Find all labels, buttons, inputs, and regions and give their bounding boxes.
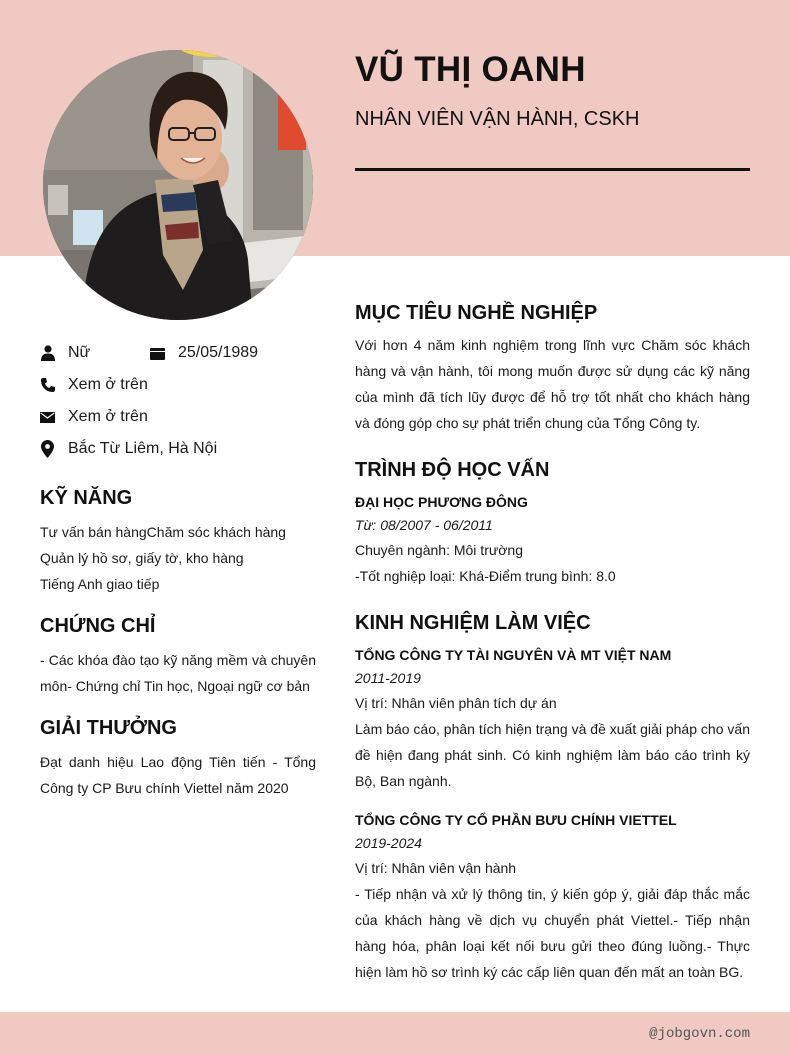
skills-list xyxy=(40,519,316,597)
contact-phone xyxy=(40,374,148,396)
job-period: 2019-2024 xyxy=(355,835,422,851)
contact-email xyxy=(40,406,148,428)
person-icon xyxy=(40,344,55,362)
job-company: TỔNG CÔNG TY TÀI NGUYÊN VÀ MT VIỆT NAM xyxy=(355,647,672,663)
job-period: 2011-2019 xyxy=(355,670,421,686)
envelope-icon xyxy=(40,408,55,426)
skill-item: Tư vấn bán hàngChăm sóc khách hàng xyxy=(40,524,286,540)
contact-address xyxy=(40,438,217,460)
phone-value: Xem ở trên xyxy=(68,376,148,393)
profile-photo xyxy=(43,50,313,320)
education-major: Chuyên ngành: Môi trường xyxy=(355,542,523,558)
candidate-role: NHÂN VIÊN VẬN HÀNH, CSKH xyxy=(355,108,640,130)
certificates-title: CHỨNG CHỈ xyxy=(40,615,156,637)
candidate-name: VŨ THỊ OANH xyxy=(355,50,586,89)
job-description: - Tiếp nhận và xử lý thông tin, ý kiến góp ý, giải đáp thắc mắc của khách hàng về dịch vụ chuyển phát Viettel.- Tiếp nhận hàng hóa, phân loại kết nối bưu gửi theo đúng luồng.- Thực hiện làm hồ sơ trình ký các cấp liên quan đến mất an toàn BG. xyxy=(355,886,750,980)
job-position: Vị trí: Nhân viên vận hành xyxy=(355,860,517,876)
skills-title: KỸ NĂNG xyxy=(40,487,133,509)
awards-text: Đạt danh hiệu Lao động Tiên tiến - Tổng Công ty CP Bưu chính Viettel năm 2020 xyxy=(40,754,316,796)
certificates-text: - Các khóa đào tạo kỹ năng mềm và chuyên môn- Chứng chỉ Tin học, Ngoại ngữ cơ bản xyxy=(40,652,316,694)
email-value: Xem ở trên xyxy=(68,408,148,425)
objective-title: MỤC TIÊU NGHỀ NGHIỆP xyxy=(355,302,598,324)
education-grade: -Tốt nghiệp loại: Khá-Điểm trung bình: 8.0 xyxy=(355,568,616,584)
skill-item: Quản lý hồ sơ, giấy tờ, kho hàng xyxy=(40,550,244,566)
job-position: Vị trí: Nhân viên phân tích dự án xyxy=(355,695,557,711)
calendar-icon xyxy=(150,344,165,362)
awards-title: GIẢI THƯỞNG xyxy=(40,717,177,739)
education-school: ĐẠI HỌC PHƯƠNG ĐÔNG xyxy=(355,494,528,510)
footer-watermark: @jobgovn.com xyxy=(649,1026,750,1042)
phone-icon xyxy=(40,376,55,394)
experience-title: KINH NGHIỆM LÀM VIỆC xyxy=(355,612,591,634)
gender-value: Nữ xyxy=(68,344,91,361)
skill-item: Tiếng Anh giao tiếp xyxy=(40,576,160,592)
title-divider xyxy=(355,168,750,171)
address-value: Bắc Từ Liêm, Hà Nội xyxy=(68,440,218,457)
birthdate-value: 25/05/1989 xyxy=(178,344,259,361)
objective-text: Với hơn 4 năm kinh nghiệm trong lĩnh vực Chăm sóc khách hàng và vận hành, tôi mong muốn được sử dụng các kỹ năng của mình đã tích lũy được để hỗ trợ tốt nhất cho khách hàng và đóng góp cho sự phát triển chung của Tổng Công ty. xyxy=(355,337,750,431)
education-title: TRÌNH ĐỘ HỌC VẤN xyxy=(355,459,550,481)
contact-gender xyxy=(40,342,90,364)
education-period: Từ: 08/2007 - 06/2011 xyxy=(355,517,493,533)
job-description: Làm báo cáo, phân tích hiện trạng và đề xuất giải pháp cho vấn đề hiện đang phát sinh. Có kinh nghiệm làm báo cáo trình ký Bộ, Ban ngành. xyxy=(355,721,750,789)
location-pin-icon xyxy=(40,440,55,458)
contact-birthdate xyxy=(150,342,258,364)
job-company: TỔNG CÔNG TY CỔ PHẦN BƯU CHÍNH VIETTEL xyxy=(355,812,677,828)
